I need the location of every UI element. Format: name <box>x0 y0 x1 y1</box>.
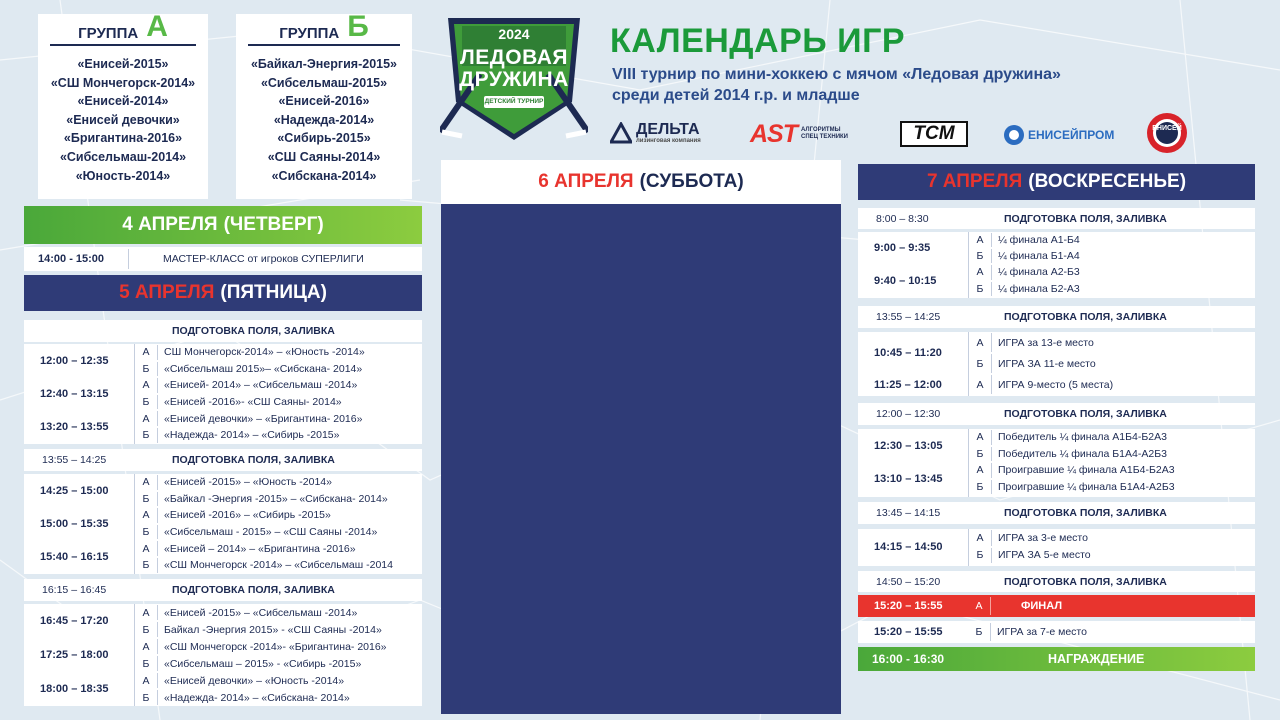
day7-block-2-times <box>858 332 968 396</box>
day5-block-3-match: «Надежда- 2014» – «Сибскана- 2014» <box>164 691 350 704</box>
day7-seventh-label: ИГРА за 7-е место <box>997 626 1087 638</box>
day7-block-3-group-letter: А <box>976 431 984 444</box>
group-a-team: «Сибсельмаш-2014» <box>59 149 187 164</box>
day5-block-2-match: «Енисей – 2014» – «Бригантина -2016» <box>164 542 356 555</box>
day5-block-3-group-letter: Б <box>142 691 150 704</box>
day5-block-3-games <box>134 604 422 706</box>
group-a-team: «Юность-2014» <box>75 168 171 183</box>
group-a-team: «Енисей-2014» <box>77 94 169 109</box>
day5-banner <box>24 275 422 311</box>
delta-sub: лизинговая компания <box>636 138 701 144</box>
day7-block-1-match: ¼ финала А1-Б4 <box>998 234 1080 247</box>
day7-prep-2 <box>858 306 1255 328</box>
day7-prep-4-label: ПОДГОТОВКА ПОЛЯ, ЗАЛИВКА <box>1004 507 1167 519</box>
day4-date: 4 АПРЕЛЯ <box>122 214 218 235</box>
day5-block-2-game <box>135 507 422 524</box>
day7-block-2 <box>858 332 1255 396</box>
day5-block-3-game <box>135 672 422 689</box>
group-b-header <box>248 10 400 46</box>
day7-block-3-match: Проигравшие ¼ финала Б1А4-А2Б3 <box>998 480 1175 493</box>
day7-block-1-time: 9:40 – 10:15 <box>874 274 937 287</box>
club-name: ЕНИСЕЙ <box>1152 125 1182 132</box>
tournament-logo <box>440 14 588 142</box>
day7-block-1-times <box>858 232 968 298</box>
day7-block-4-game <box>969 529 1255 547</box>
day5-block-1-group-letter: А <box>142 346 150 359</box>
day5-block-3-group-letter: А <box>142 674 150 687</box>
day5-block-1-group-letter: А <box>142 412 150 425</box>
day7-seventh-group: Б <box>975 626 983 638</box>
group-a-team: «Бригантина-2016» <box>63 131 183 146</box>
day5-block-1-match: СШ Мончегорск-2014» – «Юность -2014» <box>164 346 365 359</box>
day7-prep-1-time: 8:00 – 8:30 <box>876 212 929 225</box>
day5-block-1 <box>24 344 422 444</box>
tcm-name: TCM <box>913 123 955 144</box>
group-a-card <box>38 10 208 199</box>
delta-name: ДЕЛЬТА <box>636 121 700 138</box>
day7-date: 7 АПРЕЛЯ <box>926 171 1023 192</box>
day5-block-1-game <box>135 344 422 361</box>
day5-block-3-match: «Енисей девочки» – «Юность -2014» <box>164 674 345 687</box>
subtitle-line-2: среди детей 2014 г.р. и младше <box>612 87 860 104</box>
day5-block-1-match: «Енисей девочки» – «Бригантина- 2016» <box>164 412 363 425</box>
day5-block-2-group-letter: Б <box>142 526 150 539</box>
day7-block-4-times <box>858 529 968 566</box>
logo-year: 2024 <box>498 26 530 42</box>
day5-block-2-group-letter: А <box>142 476 150 489</box>
day7-block-3-game <box>969 462 1255 479</box>
day5-block-3-game <box>135 689 422 706</box>
day5-block-1-match: «Енисей -2016»- «СШ Саяны- 2014» <box>164 396 342 409</box>
group-b-team: «Сибскана-2014» <box>271 168 377 183</box>
day5-block-1-time: 13:20 – 13:55 <box>40 420 109 433</box>
day7-block-3-match: Победитель ¼ финала Б1А4-А2Б3 <box>998 447 1167 460</box>
day7-block-1-match: ¼ финала А2-Б3 <box>998 266 1080 279</box>
day7-block-1-game <box>969 281 1255 297</box>
page-title: КАЛЕНДАРЬ ИГР <box>610 22 906 60</box>
day5-block-1-match: «Енисей- 2014» – «Сибсельмаш -2014» <box>164 379 358 392</box>
enisey-prom-icon <box>1003 124 1025 146</box>
day5-block-3-time: 16:45 – 17:20 <box>40 615 109 627</box>
day7-block-1-match: ¼ финала Б2-А3 <box>998 282 1080 295</box>
day7-block-4-group-letter: Б <box>976 549 984 562</box>
delta-triangle-icon <box>610 122 632 144</box>
subtitle-line-1: VIII турнир по мини-хоккею с мячом «Ледовая дружина» <box>612 66 1061 83</box>
day7-block-3-time: 13:10 – 13:45 <box>874 472 943 485</box>
day7-block-1-match: ¼ финала Б1-А4 <box>998 250 1080 263</box>
day5-prep-3-time: 16:15 – 16:45 <box>42 584 107 596</box>
day5-block-3-match: «СШ Мончегорск -2014»- «Бригантина- 2016» <box>164 640 387 653</box>
day7-final-time: 15:20 – 15:55 <box>874 600 943 612</box>
day5-block-3-group-letter: А <box>142 640 150 653</box>
day5-block-2-game <box>135 524 422 541</box>
day5-block-2-game <box>135 540 422 557</box>
day5-block-1-group-letter: Б <box>142 396 150 409</box>
day5-prep-3-label: ПОДГОТОВКА ПОЛЯ, ЗАЛИВКА <box>172 584 335 596</box>
day7-block-1-game <box>969 232 1255 248</box>
day7-block-3-match: Проигравшие ¼ финала А1Б4-Б2А3 <box>998 464 1175 477</box>
day5-block-2-games <box>134 474 422 574</box>
day5-block-2-group-letter: Б <box>142 559 150 572</box>
day7-prep-1-label: ПОДГОТОВКА ПОЛЯ, ЗАЛИВКА <box>1004 212 1167 225</box>
day5-block-2-game <box>135 474 422 491</box>
group-b-team: «Енисей-2016» <box>278 94 370 109</box>
day6-panel <box>441 204 841 714</box>
day4-masterclass-row <box>24 247 422 271</box>
day7-block-1 <box>858 232 1255 298</box>
day7-award-row <box>858 647 1255 671</box>
group-b-team: «Надежда-2014» <box>273 112 375 127</box>
day5-block-1-group-letter: А <box>142 379 150 392</box>
day7-weekday: (ВОСКРЕСЕНЬЕ) <box>1028 171 1187 192</box>
day7-block-3-time: 12:30 – 13:05 <box>874 439 943 452</box>
day7-block-2-game <box>969 374 1255 395</box>
day5-block-3-game <box>135 604 422 621</box>
group-b-team-list <box>236 46 412 185</box>
day7-block-1-group-letter: А <box>976 266 984 279</box>
day5-block-3-time: 18:00 – 18:35 <box>40 683 109 695</box>
day5-block-2-match: «Енисей -2015» – «Юность -2014» <box>164 476 332 489</box>
day7-block-1-game <box>969 264 1255 280</box>
group-b-team: «Сибсельмаш-2015» <box>260 75 388 90</box>
day7-prep-2-label: ПОДГОТОВКА ПОЛЯ, ЗАЛИВКА <box>1004 311 1167 323</box>
ast-sub: АЛГОРИТМЫ СПЕЦ ТЕХНИКИ <box>801 127 848 140</box>
day7-block-2-match: ИГРА 9-место (5 места) <box>998 378 1114 391</box>
day5-weekday: (ПЯТНИЦА) <box>220 282 327 303</box>
day7-prep-2-time: 13:55 – 14:25 <box>876 311 941 323</box>
day5-block-1-game <box>135 361 422 378</box>
day7-block-3-group-letter: Б <box>976 447 984 460</box>
day5-block-2-game <box>135 491 422 508</box>
day5-prep-1 <box>24 320 422 342</box>
day4-time: 14:00 - 15:00 <box>38 253 105 265</box>
day5-block-1-game <box>135 394 422 411</box>
day5-block-1-time: 12:00 – 12:35 <box>40 354 109 367</box>
day5-block-1-match: «Надежда- 2014» – «Сибирь -2015» <box>164 429 340 442</box>
day7-prep-5-label: ПОДГОТОВКА ПОЛЯ, ЗАЛИВКА <box>1004 575 1167 588</box>
day7-block-2-group-letter: Б <box>976 357 984 370</box>
group-b-team: «Байкал-Энергия-2015» <box>250 57 398 71</box>
day5-block-3-group-letter: Б <box>142 623 150 636</box>
day5-prep-2-label: ПОДГОТОВКА ПОЛЯ, ЗАЛИВКА <box>172 454 335 466</box>
group-b-team: «Сибирь-2015» <box>277 131 371 146</box>
day7-prep-3 <box>858 403 1255 425</box>
day5-block-1-game <box>135 410 422 427</box>
day7-block-3-times <box>858 429 968 497</box>
day6-weekday: (СУББОТА) <box>639 171 744 192</box>
day5-block-3-group-letter: Б <box>142 657 150 670</box>
day5-block-3-times <box>24 604 134 706</box>
day7-block-4-games <box>968 529 1255 566</box>
day7-block-1-group-letter: Б <box>976 250 984 263</box>
day7-block-2-games <box>968 332 1255 396</box>
day5-block-3-group-letter: А <box>142 606 150 619</box>
group-b-word: ГРУППА <box>279 25 340 42</box>
day7-seventh-row <box>858 621 1255 643</box>
day5-block-2-game <box>135 557 422 574</box>
ast-name: AST <box>750 119 797 148</box>
day5-block-3-game <box>135 638 422 655</box>
logo-ribbon: ДЕТСКИЙ ТУРНИР <box>484 96 544 108</box>
day5-block-2-match: «Сибсельмаш - 2015» – «СШ Саяны -2014» <box>164 526 378 539</box>
enisey-prom-name: ЕНИСЕЙПРОМ <box>1028 128 1115 142</box>
day7-block-3-match: Победитель ¼ финала А1Б4-Б2А3 <box>998 431 1167 444</box>
day5-block-1-match: «Сибсельмаш 2015»– «Сибскана- 2014» <box>164 362 363 375</box>
day7-block-2-game <box>969 353 1255 374</box>
logo-line1: ЛЕДОВАЯ <box>460 46 568 69</box>
day7-block-4 <box>858 529 1255 566</box>
day5-block-2-match: «Байкал -Энергия -2015» – «Сибскана- 2014» <box>164 492 388 505</box>
day7-block-1-games <box>968 232 1255 298</box>
group-b-card <box>236 10 412 199</box>
day4-text: МАСТЕР-КЛАСС от игроков СУПЕРЛИГИ <box>163 253 364 265</box>
day7-block-1-game <box>969 248 1255 264</box>
day4-divider <box>128 249 129 269</box>
day5-block-3-match: Байкал -Энергия 2015» - «СШ Саяны -2014» <box>164 623 382 636</box>
day7-final-group: А <box>975 600 983 612</box>
day7-prep-4-time: 13:45 – 14:15 <box>876 507 941 519</box>
day7-prep-5-time: 14:50 – 15:20 <box>876 575 941 588</box>
day7-block-2-time: 11:25 – 12:00 <box>874 378 942 391</box>
day7-block-1-group-letter: Б <box>976 282 984 295</box>
sponsor-delta <box>610 118 701 148</box>
day5-block-1-games <box>134 344 422 444</box>
group-a-team: «Енисей-2015» <box>77 57 169 71</box>
day5-block-2-match: «СШ Мончегорск -2014» – «Сибсельмаш -2014 <box>164 559 393 572</box>
day6-date: 6 АПРЕЛЯ <box>538 171 634 192</box>
day5-block-1-time: 12:40 – 13:15 <box>40 387 109 400</box>
day7-block-2-game <box>969 332 1255 353</box>
day5-block-2-time: 15:00 – 15:35 <box>40 517 109 530</box>
day7-block-2-time: 10:45 – 11:20 <box>874 347 942 359</box>
day5-block-1-group-letter: Б <box>142 362 150 375</box>
sponsor-enisey-prom <box>1003 122 1114 148</box>
day5-block-1-game <box>135 377 422 394</box>
day5-date: 5 АПРЕЛЯ <box>119 282 215 303</box>
day7-block-2-match: ИГРА ЗА 11-е место <box>998 357 1096 370</box>
day5-block-3-game <box>135 621 422 638</box>
day7-prep-5 <box>858 571 1255 592</box>
day5-prep-3 <box>24 579 422 601</box>
day5-prep-2-time: 13:55 – 14:25 <box>42 454 107 466</box>
day6-banner <box>441 160 841 204</box>
day7-prep-3-time: 12:00 – 12:30 <box>876 408 941 420</box>
day7-prep-1 <box>858 208 1255 229</box>
day5-block-2-group-letter: А <box>142 509 150 522</box>
day5-block-3-match: «Енисей -2015» – «Сибсельмаш -2014» <box>164 606 358 619</box>
day4-weekday: (ЧЕТВЕРГ) <box>223 214 324 235</box>
day5-block-2-group-letter: А <box>142 542 150 555</box>
day5-block-2-time: 15:40 – 16:15 <box>40 550 109 563</box>
group-a-team: «СШ Мончегорск-2014» <box>50 75 196 90</box>
day7-seventh-time: 15:20 – 15:55 <box>874 626 943 638</box>
day5-block-3-match: «Сибсельмаш – 2015» - «Сибирь -2015» <box>164 657 362 670</box>
day5-block-3 <box>24 604 422 706</box>
day7-block-4-group-letter: А <box>976 531 984 544</box>
day7-block-3-game <box>969 479 1255 496</box>
day7-block-3 <box>858 429 1255 497</box>
day7-block-3-game <box>969 446 1255 463</box>
day7-block-3-games <box>968 429 1255 497</box>
day7-block-4-game <box>969 547 1255 565</box>
day7-final-label: ФИНАЛ <box>1021 600 1063 612</box>
day5-block-1-group-letter: Б <box>142 429 150 442</box>
group-a-word: ГРУППА <box>78 25 139 42</box>
day7-block-3-group-letter: Б <box>976 480 984 493</box>
sponsor-ast <box>750 119 851 149</box>
day7-block-4-match: ИГРА ЗА 5-е место <box>998 549 1091 562</box>
day7-block-3-group-letter: А <box>976 464 984 477</box>
day5-block-3-time: 17:25 – 18:00 <box>40 649 109 661</box>
day5-prep-2 <box>24 449 422 471</box>
group-b-team: «СШ Саяны-2014» <box>267 149 381 164</box>
day7-prep-3-label: ПОДГОТОВКА ПОЛЯ, ЗАЛИВКА <box>1004 408 1167 420</box>
day7-block-1-time: 9:00 – 9:35 <box>874 242 931 255</box>
day7-block-2-match: ИГРА за 13-е место <box>998 336 1094 349</box>
day7-banner <box>858 164 1255 200</box>
logo-line2: ДРУЖИНА <box>459 68 569 91</box>
day7-block-2-group-letter: А <box>976 336 984 349</box>
sponsor-club-enisey <box>1146 112 1188 154</box>
day5-block-2-times <box>24 474 134 574</box>
group-b-letter: Б <box>347 10 369 43</box>
day7-prep-4 <box>858 502 1255 524</box>
day4-banner <box>24 206 422 244</box>
group-a-team-list <box>38 46 208 185</box>
day7-award-time: 16:00 - 16:30 <box>872 652 945 666</box>
day7-final-row <box>858 595 1255 617</box>
day7-block-4-match: ИГРА за 3-е место <box>998 531 1088 544</box>
day7-award-label: НАГРАЖДЕНИЕ <box>1048 652 1145 666</box>
club-crest-icon <box>1146 112 1188 154</box>
day5-block-2-time: 14:25 – 15:00 <box>40 484 109 497</box>
group-a-header <box>50 10 196 46</box>
day5-block-3-game <box>135 655 422 672</box>
group-a-team: «Енисей девочки» <box>66 112 180 127</box>
sponsor-tcm <box>900 121 968 147</box>
day7-block-2-group-letter: А <box>976 378 984 391</box>
day7-block-4-time: 14:15 – 14:50 <box>874 540 943 553</box>
day5-block-2 <box>24 474 422 574</box>
group-a-letter: А <box>146 10 168 43</box>
day5-block-2-group-letter: Б <box>142 492 150 505</box>
day7-block-3-game <box>969 429 1255 446</box>
day5-block-1-game <box>135 427 422 444</box>
day5-block-1-times <box>24 344 134 444</box>
day5-prep-1-label: ПОДГОТОВКА ПОЛЯ, ЗАЛИВКА <box>172 325 335 337</box>
day7-block-1-group-letter: А <box>976 234 984 247</box>
day5-block-2-match: «Енисей -2016» – «Сибирь -2015» <box>164 509 331 522</box>
